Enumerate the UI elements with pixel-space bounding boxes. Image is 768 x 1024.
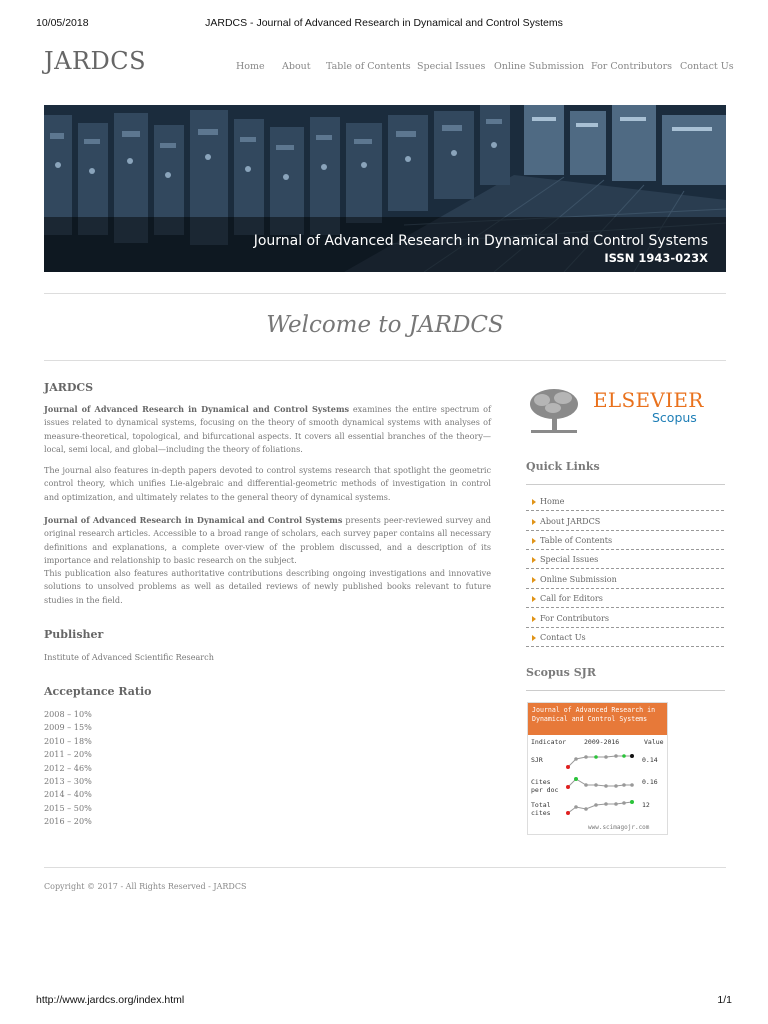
acceptance-ratio-list: [44, 708, 92, 829]
list-item: 2012 – 46%: [44, 762, 92, 773]
sjr-widget[interactable]: [527, 702, 668, 835]
sjr-sparklines: [564, 749, 640, 819]
banner-issn: ISSN 1943-023X: [604, 251, 708, 265]
about-heading: JARDCS: [44, 381, 94, 394]
divider: [44, 360, 726, 361]
nav-for-contributors[interactable]: For Contributors: [591, 61, 673, 72]
nav-special-issues[interactable]: Special Issues: [417, 61, 486, 72]
quick-link-about[interactable]: About JARDCS: [526, 512, 724, 531]
list-item: 2014 – 40%: [44, 789, 92, 800]
scopus-sjr-heading: Scopus SJR: [526, 666, 596, 679]
sjr-col-indicator: Indicator: [531, 738, 567, 746]
welcome-heading: Welcome to JARDCS: [266, 312, 504, 338]
print-header: [36, 17, 732, 31]
sjr-col-years: 2009-2016: [584, 738, 620, 746]
nav-home[interactable]: Home: [236, 61, 265, 72]
divider: [44, 293, 726, 294]
divider: [526, 690, 725, 691]
print-title: JARDCS - Journal of Advanced Research in Dynamical and Control Systems: [205, 17, 563, 29]
divider: [526, 484, 725, 485]
list-item: 2010 – 18%: [44, 735, 92, 746]
sjr-row-value: 0.16: [642, 778, 658, 786]
list-item: 2009 – 15%: [44, 722, 92, 733]
journal-name-bold: Journal of Advanced Research in Dynamical and Control Systems: [44, 404, 350, 414]
nav-table-of-contents[interactable]: Table of Contents: [326, 61, 411, 72]
intro-paragraph-1: Journal of Advanced Research in Dynamical and Control Systems examines the entire spectrum of issues related to dynamical systems, focusing on the theory of smooth dynamical systems with analyses of measure-theoretical, topological, and bifurcational aspects. It covers all essential branches of the theory—local, semi local, and global—including the theory of foliations.: [44, 404, 491, 454]
nav-about[interactable]: About: [282, 61, 311, 72]
quick-link-call-for-editors[interactable]: Call for Editors: [526, 589, 724, 608]
sjr-row-value: 0.14: [642, 756, 658, 764]
arrow-right-icon: [532, 538, 536, 544]
nav-online-submission[interactable]: Online Submission: [494, 61, 585, 72]
intro-paragraph-4: This publication also features authoritative contributions describing ongoing investigations and innovative solutions to unsolved problems as well as detailed reviews of newly published books relevant to future studies in the field.: [44, 568, 491, 605]
quick-link-contact-us[interactable]: Contact Us: [526, 628, 724, 647]
quick-link-home[interactable]: Home: [526, 492, 724, 511]
intro-paragraph-3: Journal of Advanced Research in Dynamical and Control Systems presents peer-reviewed survey and original research articles. Accessible to a broad range of scholars, each survey paper contains all necessary definitions and explanations, a complete over-view of the problem discussed, and a description of its importance and relationship to basic research on the subject.: [44, 515, 491, 565]
sjr-row-label: Total cites: [531, 801, 551, 817]
sjr-row-label: SJR: [531, 756, 543, 764]
scopus-wordmark: Scopus: [652, 410, 697, 425]
print-url: http://www.jardcs.org/index.html: [36, 994, 185, 1006]
list-item: 2015 – 50%: [44, 802, 92, 813]
banner-journal-title: Journal of Advanced Research in Dynamical and Control Systems: [253, 233, 708, 249]
acceptance-ratio-heading: Acceptance Ratio: [44, 685, 152, 698]
print-footer: [36, 994, 732, 1008]
print-page-number: 1/1: [717, 994, 732, 1006]
divider: [44, 867, 726, 868]
nav-contact-us[interactable]: Contact Us: [680, 61, 734, 72]
quick-link-online-submission[interactable]: Online Submission: [526, 570, 724, 589]
quick-links-heading: Quick Links: [526, 460, 600, 473]
list-item: 2011 – 20%: [44, 749, 92, 760]
arrow-right-icon: [532, 616, 536, 622]
quick-link-special-issues[interactable]: Special Issues: [526, 550, 724, 569]
elsevier-wordmark: ELSEVIER: [593, 388, 704, 412]
list-item: 2013 – 30%: [44, 776, 92, 787]
arrow-right-icon: [532, 519, 536, 525]
list-item: 2008 – 10%: [44, 709, 92, 719]
sjr-widget-url[interactable]: www.scimagojr.com: [588, 824, 650, 831]
list-item: 2016 – 20%: [44, 816, 92, 827]
intro-paragraph-2: The journal also features in-depth papers devoted to control systems research that spotlight the geometric control theory, which unifies Lie-algebraic and differential-geometric methods of investigation in control and optimization, and ultimately relates to the general theory of dynamical systems.: [44, 465, 491, 502]
sjr-row-label: Cites per doc: [531, 778, 559, 794]
quick-link-for-contributors[interactable]: For Contributors: [526, 609, 724, 628]
sjr-widget-title: Journal of Advanced Research in Dynamical and Control Systems: [528, 703, 667, 735]
arrow-right-icon: [532, 577, 536, 583]
arrow-right-icon: [532, 557, 536, 563]
publisher-name: Institute of Advanced Scientific Research: [44, 652, 214, 662]
site-logo[interactable]: JARDCS: [44, 47, 147, 75]
arrow-right-icon: [532, 635, 536, 641]
quick-link-table-of-contents[interactable]: Table of Contents: [526, 531, 724, 550]
arrow-right-icon: [532, 596, 536, 602]
hero-banner: [44, 105, 726, 272]
journal-name-bold: Journal of Advanced Research in Dynamical and Control Systems: [44, 515, 343, 525]
sjr-col-value: Value: [644, 738, 664, 746]
arrow-right-icon: [532, 499, 536, 505]
publisher-heading: Publisher: [44, 628, 104, 641]
copyright-text: Copyright © 2017 - All Rights Reserved - JARDCS: [44, 882, 247, 891]
sjr-row-value: 12: [642, 801, 650, 809]
print-date: 10/05/2018: [36, 17, 89, 29]
